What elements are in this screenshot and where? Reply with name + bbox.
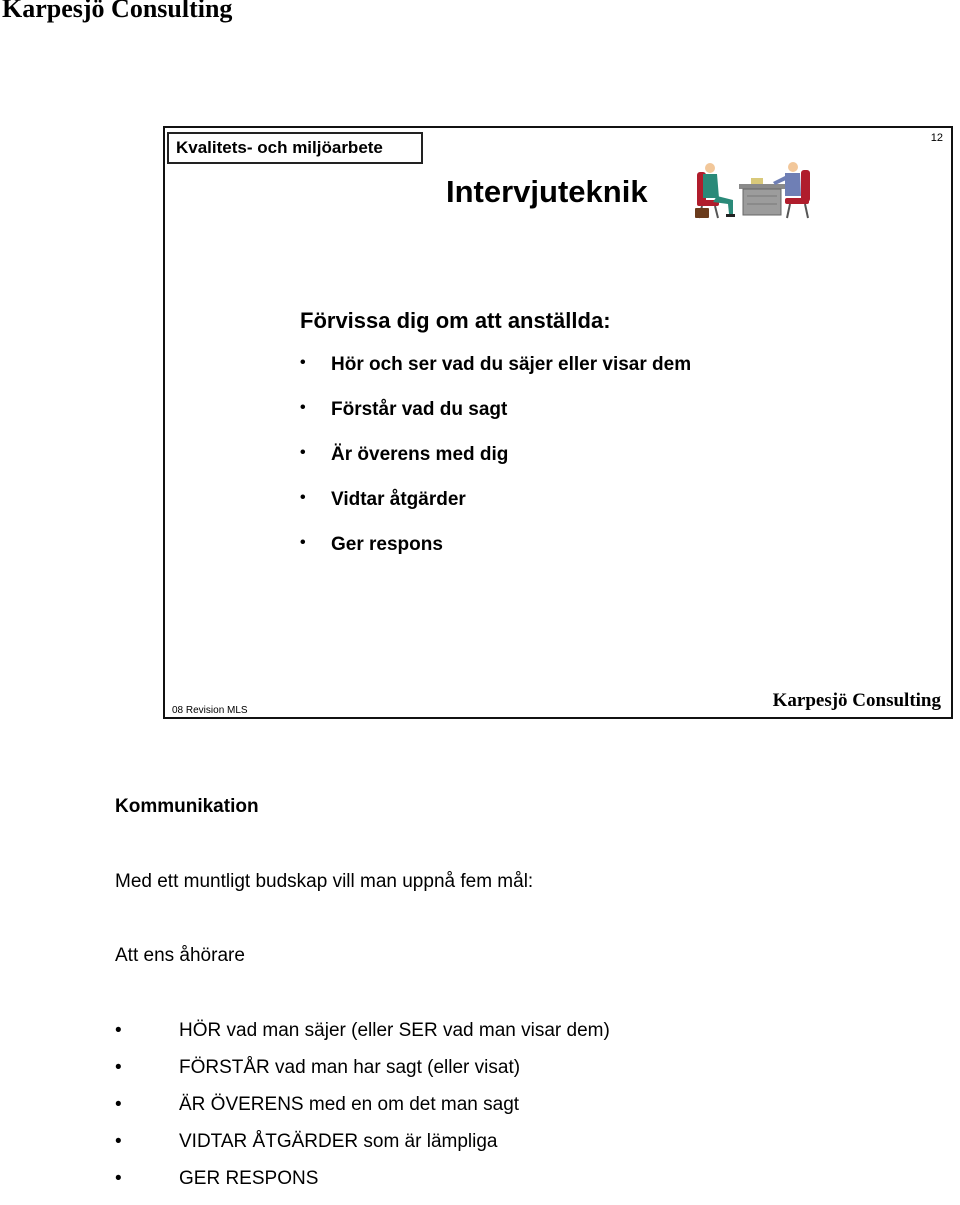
list-item (115, 1131, 610, 1168)
list-item-text: Hör och ser vad du säjer eller visar dem (331, 354, 692, 375)
list-item-text: Förstår vad du sagt (331, 399, 508, 420)
bullet-dot-icon: • (300, 399, 306, 416)
list-item-text: Är överens med dig (331, 444, 509, 465)
slide-bullet-list (300, 354, 691, 579)
bullet-dot-icon: • (115, 1168, 122, 1189)
list-item-text: Vidtar åtgärder (331, 489, 466, 510)
slide-title: Intervjuteknik (446, 174, 648, 209)
bullet-dot-icon: • (115, 1094, 122, 1115)
slide (163, 126, 953, 719)
list-item-text: VIDTAR ÅTGÄRDER som är lämpliga (179, 1131, 498, 1152)
list-item-text: GER RESPONS (179, 1168, 319, 1189)
slide-footer-brand: Karpesjö Consulting (772, 690, 941, 711)
bullet-dot-icon: • (300, 534, 306, 551)
slide-number: 12 (930, 132, 943, 144)
list-item (300, 399, 691, 444)
list-item (115, 1094, 610, 1131)
list-item-text: ÄR ÖVERENS med en om det man sagt (179, 1094, 520, 1115)
bullet-dot-icon: • (300, 489, 306, 506)
slide-heading: Förvissa dig om att anställda: (300, 308, 611, 333)
list-item-text: FÖRSTÅR vad man har sagt (eller visat) (179, 1057, 521, 1078)
list-item (300, 534, 691, 579)
list-item (115, 1020, 610, 1057)
slide-footer-revision: 08 Revision MLS (172, 705, 248, 716)
list-item-text: HÖR vad man säjer (eller SER vad man visar dem) (179, 1020, 610, 1041)
goals-list (115, 1020, 610, 1205)
bullet-dot-icon: • (300, 444, 306, 461)
list-item-text: Ger respons (331, 534, 443, 555)
intro-paragraph: Med ett muntligt budskap vill man uppnå fem mål: (115, 871, 534, 892)
slide-topic-tag: Kvalitets- och miljöarbete (167, 132, 423, 164)
bullet-dot-icon: • (115, 1057, 122, 1078)
interview-clipart-icon (693, 160, 817, 222)
list-item (115, 1057, 610, 1094)
list-item (300, 354, 691, 399)
list-item (300, 444, 691, 489)
bullet-dot-icon: • (115, 1020, 122, 1041)
list-lead-in: Att ens åhörare (115, 945, 245, 966)
section-title: Kommunikation (115, 796, 259, 817)
bullet-dot-icon: • (115, 1131, 122, 1152)
list-item (115, 1168, 610, 1205)
page-header-title: Karpesjö Consulting (2, 0, 233, 23)
list-item (300, 489, 691, 534)
bullet-dot-icon: • (300, 354, 306, 371)
